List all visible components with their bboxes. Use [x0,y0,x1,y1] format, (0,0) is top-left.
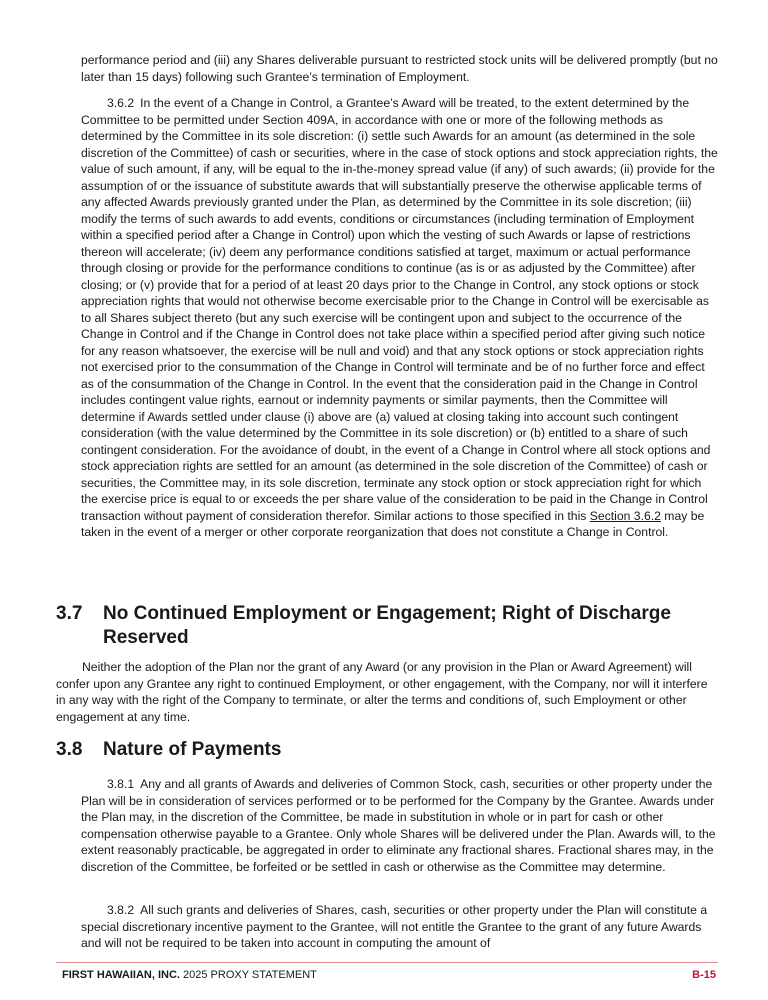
section-number: 3.8 [56,739,83,760]
footer-divider [56,962,718,963]
continuation-paragraph: performance period and (iii) any Shares deliverable pursuant to restricted stock units will be delivered promptly (but no later than 15 days) following such Grantee’s termination of Employment. [81,53,718,84]
paragraph-text: Any and all grants of Awards and deliveries of Common Stock, cash, securities or other property under the Plan will be in consideration of services performed or to be performed for the Company by the Grantee. Awards under the Plan may, in the discretion of the Committee, be made in substitution in whole or in part for cash or other compensation otherwise payable to a Grantee. Only whole Shares will be delivered under the Plan. Awards will, to the extent reasonably practicable, be aggregated in order to eliminate any fractional shares. Fractional shares may, in the discretion of the Committee, be forfeited or be settled in cash or otherwise as the Committee may determine. [81,777,716,874]
paragraph-text: may be taken in the event of a merger or other corporate reorganization that does not constitute a Change in Control. [81,508,705,539]
footer-document: 2025 PROXY STATEMENT [179,969,317,981]
section-title: Nature of Payments [103,739,282,760]
subsection-number: 3.8.2 [107,903,135,917]
section-title: No Continued Employment or Engagement; Right of Discharge Reserved [103,603,671,648]
subsection-number: 3.6.2 [107,96,135,110]
section-reference-link[interactable]: Section 3.6.2 [589,508,661,523]
footer-title [62,968,317,982]
paragraph-3-8-1 [81,776,718,875]
paragraph-3-6-2 [81,95,718,541]
paragraph-3-7: Neither the adoption of the Plan nor the grant of any Award (or any provision in the Plan or Award Agreement) will confer upon any Grantee any right to continued Employment, or other engagement, with the Company, nor will it interfere in any way with the right of the Company to terminate, or alter the terms and conditions of, such Employment or other engagement at any time. [56,660,708,724]
section-heading-3-8 [56,738,696,762]
page-number: B-15 [692,969,716,981]
section-number: 3.7 [56,603,83,624]
footer-company: FIRST HAWAIIAN, INC. [62,969,180,981]
subsection-number: 3.8.1 [107,777,135,791]
section-heading-3-7 [56,602,696,650]
paragraph-text: In the event of a Change in Control, a Grantee’s Award will be treated, to the extent determined by the Committee to be permitted under Section 409A, in accordance with one or more of the following methods as determined by the Committee in its sole discretion: (i) settle such Awards for an amount (as determined in the sole discretion of the Committee) of cash or securities, where in the case of stock options and stock appreciation rights, the value of such amount, if any, will be equal to the in-the-money spread value (if any) of such awards; (ii) provide for the assumption of or the issuance of substitute awards that will substantially preserve the otherwise applicable terms of any affected Awards previously granted under the Plan, as determined by the Committee in its sole discretion; (iii) modify the terms of such awards to add events, conditions or circumstances (including termination of Employment within a specified period after a Change in Control) upon which the vesting of such Awards or lapse of restrictions thereon will accelerate; (iv) deem any performance conditions satisfied at target, maximum or actual performance through closing or provide for the performance conditions to continue (as is or as adjusted by the Committee) after closing; or (v) provide that for a period of at least 20 days prior to the Change in Control, any stock options or stock appreciation rights that would not otherwise become exercisable prior to the Change in Control will be exercisable as to all Shares subject thereto (but any such exercise will be contingent upon and subject to the occurrence of the Change in Control and if the Change in Control does not take place within a specified period after giving such notice for any reason whatsoever, the exercise will be null and void) and that any stock options or stock appreciation rights not exercised prior to the consummation of the Change in Control will terminate and be of no further force and effect as of the consummation of the Change in Control. In the event that the consideration paid in the Change in Control includes contingent value rights, earnout or indemnity payments or similar payments, then the Committee will determine if Awards settled under clause (i) above are (a) valued at closing taking into account such contingent consideration (with the value determined by the Committee in its sole discretion) or (b) entitled to a share of such contingent consideration. For the avoidance of doubt, in the event of a Change in Control where all stock options and stock appreciation rights are settled for an amount (as determined in the sole discretion of the Committee) of cash or securities, the Committee may, in its sole discretion, terminate any stock option or stock appreciation right for which the exercise price is equal to or exceeds the per share value of the consideration to be paid in the Change in Control transaction without payment of consideration therefor. Similar actions to those specified in this [81,96,718,523]
paragraph-3-8-2 [81,902,718,952]
paragraph-text: All such grants and deliveries of Shares, cash, securities or other property under the Plan will constitute a special discretionary incentive payment to the Grantee, will not entitle the Grantee to the grant of any future Awards and will not be required to be taken into account in computing the amount of [81,903,708,950]
